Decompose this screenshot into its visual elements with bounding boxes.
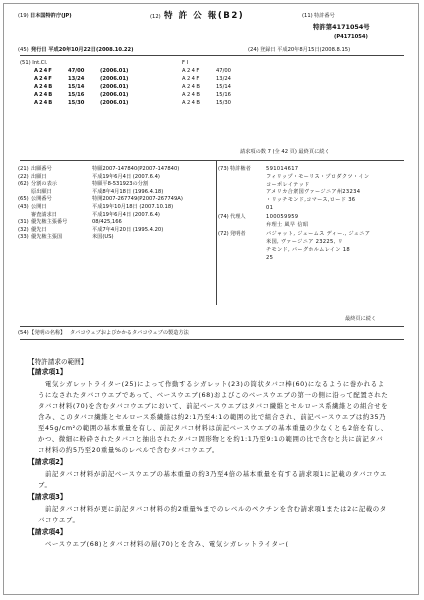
biblio-label: 審査請求日: [31, 211, 57, 218]
publication-reference: (P4171054): [334, 34, 368, 40]
claims-heading: 【特許請求の範囲】: [28, 358, 88, 366]
ipc-class: A24B: [34, 92, 54, 98]
fi-label: F I: [182, 60, 189, 66]
claim-heading: 【請求項3】: [28, 493, 67, 501]
biblio-code: (33): [18, 234, 29, 241]
title-label: 【発明の名称】: [29, 330, 66, 336]
biblio-value: 米国(US): [92, 234, 114, 241]
biblio-value: 平成19年10月18日 (2007.10.18): [92, 204, 174, 210]
fi-class: A24B: [182, 92, 202, 98]
publication-kind: 特 許 公 報(B2): [164, 11, 245, 21]
biblio-code: (22): [18, 173, 29, 180]
party-line: 100059959: [266, 214, 299, 221]
biblio-code: (31): [18, 219, 29, 226]
office-number: (19): [18, 13, 29, 19]
biblio-label: 原出願日: [31, 188, 52, 195]
ipc-version: (2006.01): [100, 92, 129, 98]
fi-class: A24B: [182, 84, 202, 90]
party-line: フィリップ・モーリス・プロダクツ・イン: [266, 173, 370, 180]
biblio-value: 平成7年4月20日 (1995.4.20): [92, 226, 164, 233]
biblio-value: 平成19年6月4日 (2007.6.4): [92, 211, 160, 218]
patent-office: 日本国特許庁(JP): [30, 13, 72, 19]
biblio-top-rule: [20, 160, 404, 161]
biblio-label: 出願日: [31, 173, 47, 180]
fi-class: A24F: [182, 68, 201, 74]
biblio-divider: [216, 160, 217, 305]
ipc-group: 13/24: [68, 76, 85, 82]
issue-date: 発行日 平成20年10月22日(2008.10.22): [31, 47, 134, 53]
biblio-label: 分割の表示: [31, 181, 57, 188]
claim-heading: 【請求項1】: [28, 368, 67, 376]
claim-text: 前記タバコ材料が前記ベースウエブの基本重量の約3乃至4倍の基本重量を有する請求項1に記載のタバコウエブ。: [38, 470, 388, 489]
title-code: (54): [18, 330, 29, 336]
title-bottom-rule: [20, 339, 404, 340]
registration-date-code: (24): [248, 47, 259, 53]
party-code: (74): [218, 214, 229, 221]
ipc-class: A24B: [34, 84, 54, 90]
biblio-label: 出願番号: [31, 166, 52, 172]
party-line: アメリカ合衆国ヴァージニア州23234: [266, 189, 361, 196]
ipc-class: A24B: [34, 100, 54, 106]
ipc-group: 47/00: [68, 68, 85, 74]
claim-heading: 【請求項2】: [28, 458, 67, 466]
biblio-code: (43): [18, 204, 29, 210]
biblio-code: (21): [18, 166, 29, 172]
biblio-value: 特開2007-267749(P2007-267749A): [92, 196, 183, 203]
claim-heading: 【請求項4】: [28, 528, 67, 536]
patent-page: [3, 3, 419, 595]
patent-number-label: 特許番号: [314, 13, 335, 19]
biblio-value: 特願平8-531923の分割: [92, 181, 149, 188]
party-line: コーポレイテッド: [266, 181, 310, 188]
kind-number: (12): [150, 14, 161, 20]
party-line: 591014617: [266, 166, 299, 172]
party-role: 代理人: [230, 214, 246, 221]
claim-text: 前記タバコ材料が更に前記タバコ材料の約2重量%までのレベルのペクチンを含む請求項1または2に記載のタバコウエブ。: [38, 505, 387, 524]
biblio-label: 優先権主張番号: [31, 219, 68, 226]
claims-count: 請求項の数 7 (全 42 頁) 最終頁に続く: [240, 149, 330, 155]
ipc-class: A24F: [34, 68, 53, 74]
party-line: 01: [266, 205, 274, 211]
continued-note: 最終頁に続く: [345, 316, 377, 322]
biblio-label: 公開番号: [31, 196, 52, 203]
claim-text: ベースウエブ(68)とタバコ材料の層(70)とを含み、電気シガレットライター(: [45, 540, 289, 548]
party-line: バジャット, ジェームス ディー., ジュニア: [266, 231, 371, 238]
patent-number-code: (11): [302, 13, 313, 19]
fi-group: 13/24: [216, 76, 231, 82]
ipc-version: (2006.01): [100, 100, 129, 106]
registration-date: 登録日 平成20年8月15日(2008.8.15): [260, 47, 351, 53]
party-line: 米国, ヴァージニア 23225, リ: [266, 239, 343, 246]
fi-group: 15/14: [216, 84, 231, 90]
ipc-class: A24F: [34, 76, 53, 82]
party-line: チモンド, バーグホルムレイン 18: [266, 247, 350, 253]
party-role: 発明者: [230, 231, 246, 238]
party-line: ・リッチモンド,コマース,ロード 36: [266, 197, 356, 204]
biblio-label: 優先権主張国: [31, 234, 63, 241]
party-code: (73): [218, 166, 229, 172]
ipc-group: 15/14: [68, 84, 85, 90]
ipc-group: 15/30: [68, 100, 85, 106]
biblio-label: 優先日: [31, 226, 47, 233]
invention-title: タバコウェブおよびかかるタバコウェブの製造方法: [70, 330, 189, 336]
party-role: 特許権者: [230, 166, 251, 172]
party-line: 25: [266, 254, 274, 261]
ipc-version: (2006.01): [100, 68, 129, 74]
biblio-value: 平成19年6月4日 (2007.6.4): [92, 173, 160, 180]
title-top-rule: [20, 326, 404, 327]
ipc-version: (2006.01): [100, 84, 129, 90]
fi-group: 15/16: [216, 92, 231, 98]
claim-text: 電気シガレットライター(25)によって作動するシガレット(23)の筒状タバコ棒(60)になるように巻かれるようになされたタバコウエブであって、ベースウエブ(68)およびこのベースウエブの第一の側に沿って配置されたタバコ材料(70)を含むタバコウエブにおいて、前記ベースウエブはタバコ繊維とセルロース系繊維との組合せを含み、このタバコ繊維とセルロース系繊維は約2:1乃至4:1の範囲の比で組合され、前記ベースウエブは約35乃至45g/cm²の範囲の基本重量を有し、前記タバコ材料は前記ベースウエブの基本重量の少なくとも2倍を有し、かつ、微細に粉砕されたタバコと抽出されたタバコ固形物とを約1:1乃至9:1の範囲の比で含むと共に前記タバコ材料の約5乃至20重量%のレベルで含むタバコウエブ。: [38, 380, 389, 454]
party-line: 弁理士 風早 信昭: [266, 222, 309, 229]
patent-number: 特許第4171054号: [313, 23, 370, 31]
ipc-group: 15/16: [68, 92, 85, 98]
biblio-value: 平成8年4月18日 (1996.4.18): [92, 188, 164, 195]
fi-group: 47/00: [216, 68, 231, 74]
biblio-value: 08/425,166: [92, 219, 122, 226]
fi-group: 15/30: [216, 100, 231, 106]
biblio-code: (65): [18, 196, 29, 203]
biblio-code: (62): [18, 181, 29, 188]
issue-date-code: (45): [18, 47, 29, 53]
biblio-label: 公開日: [31, 204, 47, 210]
party-code: (72): [218, 231, 229, 238]
header-rule: [20, 55, 404, 56]
ipc-label: (51) Int.Cl.: [20, 60, 48, 66]
ipc-version: (2006.01): [100, 76, 129, 82]
fi-class: A24F: [182, 76, 201, 82]
biblio-value: 特願2007-147840(P2007-147840): [92, 166, 180, 172]
fi-class: A24B: [182, 100, 202, 106]
biblio-code: (32): [18, 226, 29, 233]
